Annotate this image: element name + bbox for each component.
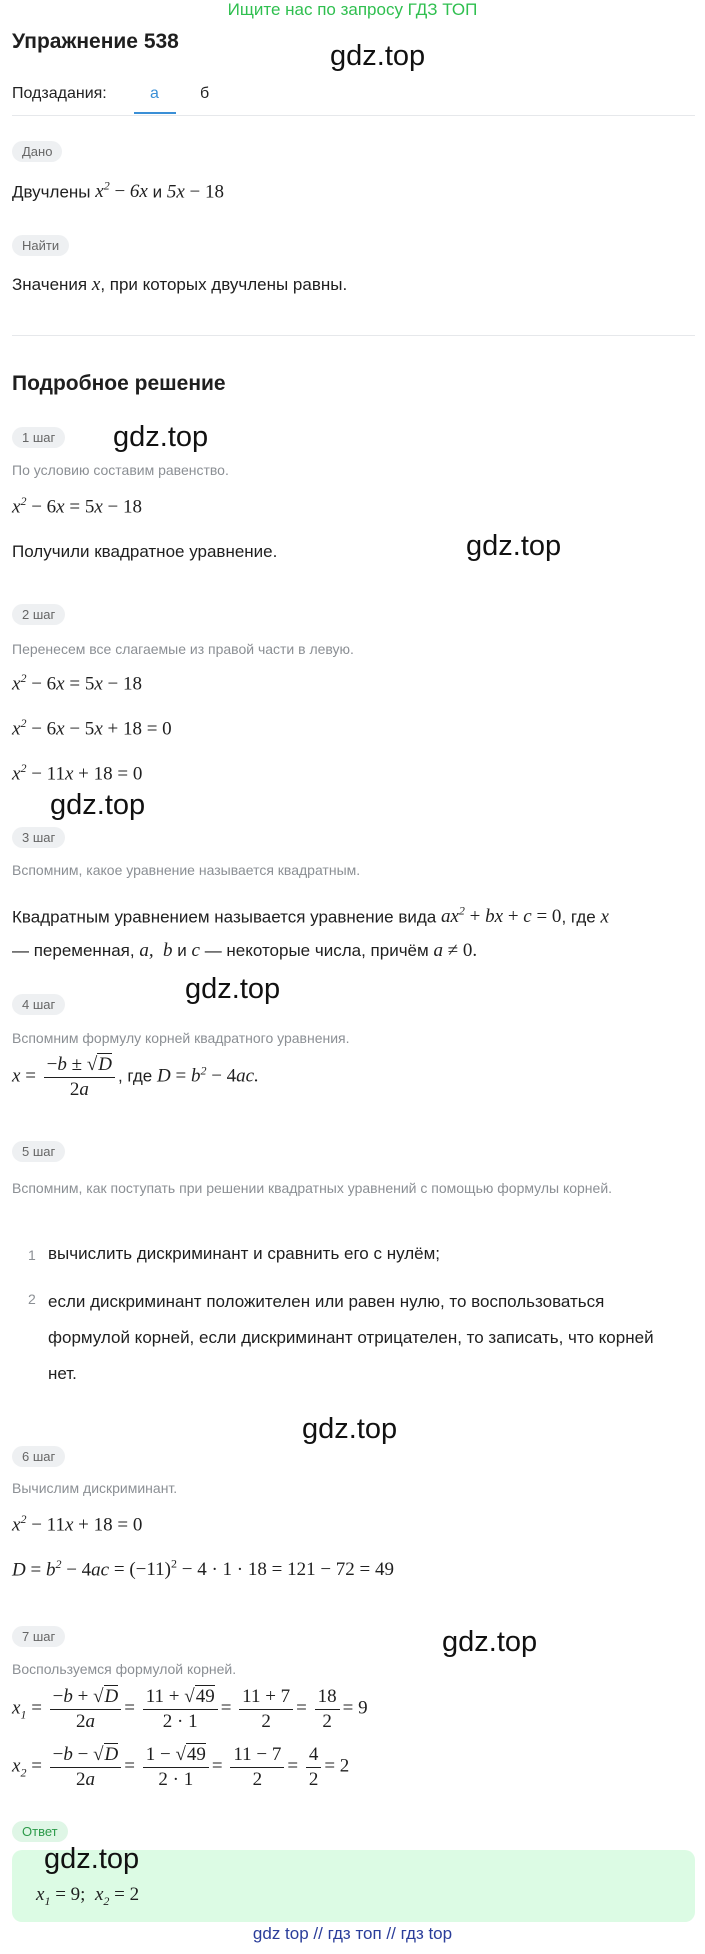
root-x1: $x_1$ = $\frac{-b + √D}{2a}$ = $\frac{11 + √49}{2 \cdot 1}$ = $\frac{11 + 7}{2}$ = $\frac{18}{2}$ = 9	[12, 1686, 368, 1732]
step-hint: Вычислим дискриминант.	[12, 1480, 178, 1496]
equation: $x^2 - 11x + 18 = 0$	[12, 1512, 143, 1536]
answer-text: $x_1 = 9$; $x_2 = 2$	[36, 1884, 140, 1908]
find-text: Значения x, при которых двучлены равны.	[12, 274, 348, 295]
watermark: gdz.top	[113, 421, 209, 453]
equation: $x^2 - 6x = 5x - 18$	[12, 671, 142, 695]
watermark: gdz.top	[466, 530, 562, 562]
page-title: Упражнение 538	[12, 30, 179, 53]
footer-links[interactable]: gdz top // гдз топ // гдз top	[252, 1924, 453, 1943]
step-hint: Перенесем все слагаемые из правой части в левую.	[12, 641, 354, 657]
tab-b[interactable]: б	[200, 85, 210, 102]
root-x2: $x_2$ = $\frac{-b - √D}{2a}$ = $\frac{1 - √49}{2 \cdot 1}$ = $\frac{11 - 7}{2}$ = $\frac{4}{2}$ = 2	[12, 1744, 350, 1790]
subtasks-label: Подзадания:	[12, 85, 107, 102]
equation: $x^2 - 6x - 5x + 18 = 0$	[12, 716, 172, 740]
step-hint: Вспомним, какое уравнение называется квадратным.	[12, 862, 361, 878]
watermark: gdz.top	[330, 40, 426, 72]
find-badge: Найти	[12, 235, 69, 256]
step-hint: По условию составим равенство.	[12, 462, 229, 478]
step-badge: 7 шаг	[12, 1626, 65, 1647]
step-badge: 3 шаг	[12, 827, 65, 848]
top-note: Ищите нас по запросу ГДЗ ТОП	[227, 0, 478, 19]
tab-a[interactable]: а	[150, 85, 159, 102]
equation: $x^2 - 11x + 18 = 0$	[12, 761, 143, 785]
given-text: Двучлены $x^2 - 6x$ и 5x − 18	[12, 179, 224, 203]
step-note: Получили квадратное уравнение.	[12, 542, 278, 561]
quadratic-formula: x = $\frac{-b \pm √D}{2a}$ , где $D = b^2 - 4ac$.	[12, 1054, 259, 1100]
divider	[12, 115, 695, 116]
watermark: gdz.top	[50, 789, 146, 821]
active-tab-indicator	[134, 112, 176, 114]
divider	[12, 335, 695, 336]
step-hint: Воспользуемся формулой корней.	[12, 1661, 237, 1677]
watermark: gdz.top	[442, 1626, 538, 1658]
step-hint: Вспомним формулу корней квадратного уравнения.	[12, 1030, 350, 1046]
discriminant-equation: $D = b^2 - 4ac = (-11)^2 - 4 \cdot 1 \cdot 18 = 121 - 72 = 49$	[12, 1557, 395, 1581]
given-badge: Дано	[12, 141, 62, 162]
watermark: gdz.top	[185, 973, 281, 1005]
step-hint: Вспомним, как поступать при решении квадратных уравнений с помощью формулы корней.	[12, 1180, 613, 1196]
list-number: 1	[28, 1247, 36, 1263]
step-badge: 6 шаг	[12, 1446, 65, 1467]
answer-badge: Ответ	[12, 1821, 68, 1842]
step-badge: 2 шаг	[12, 604, 65, 625]
list-item: если дискриминант положителен или равен нулю, то воспользоваться формулой корней, если дискриминант отрицателен, то записать, что корней нет.	[48, 1292, 654, 1383]
step-badge: 1 шаг	[12, 427, 65, 448]
watermark: gdz.top	[302, 1413, 398, 1445]
step-badge: 5 шаг	[12, 1141, 65, 1162]
step-badge: 4 шаг	[12, 994, 65, 1015]
list-number: 2	[28, 1291, 36, 1307]
solution-title: Подробное решение	[12, 372, 226, 395]
list-item: вычислить дискриминант и сравнить его с нулём;	[48, 1244, 441, 1263]
equation: $x^2 - 6x = 5x - 18$	[12, 494, 142, 518]
watermark: gdz.top	[44, 1843, 140, 1875]
definition-text: Квадратным уравнением называется уравнение вида $ax^2$ + bx + c = 0, где x — переменная, a, b и c — некоторые числа, причём a ≠ 0.	[12, 904, 609, 962]
